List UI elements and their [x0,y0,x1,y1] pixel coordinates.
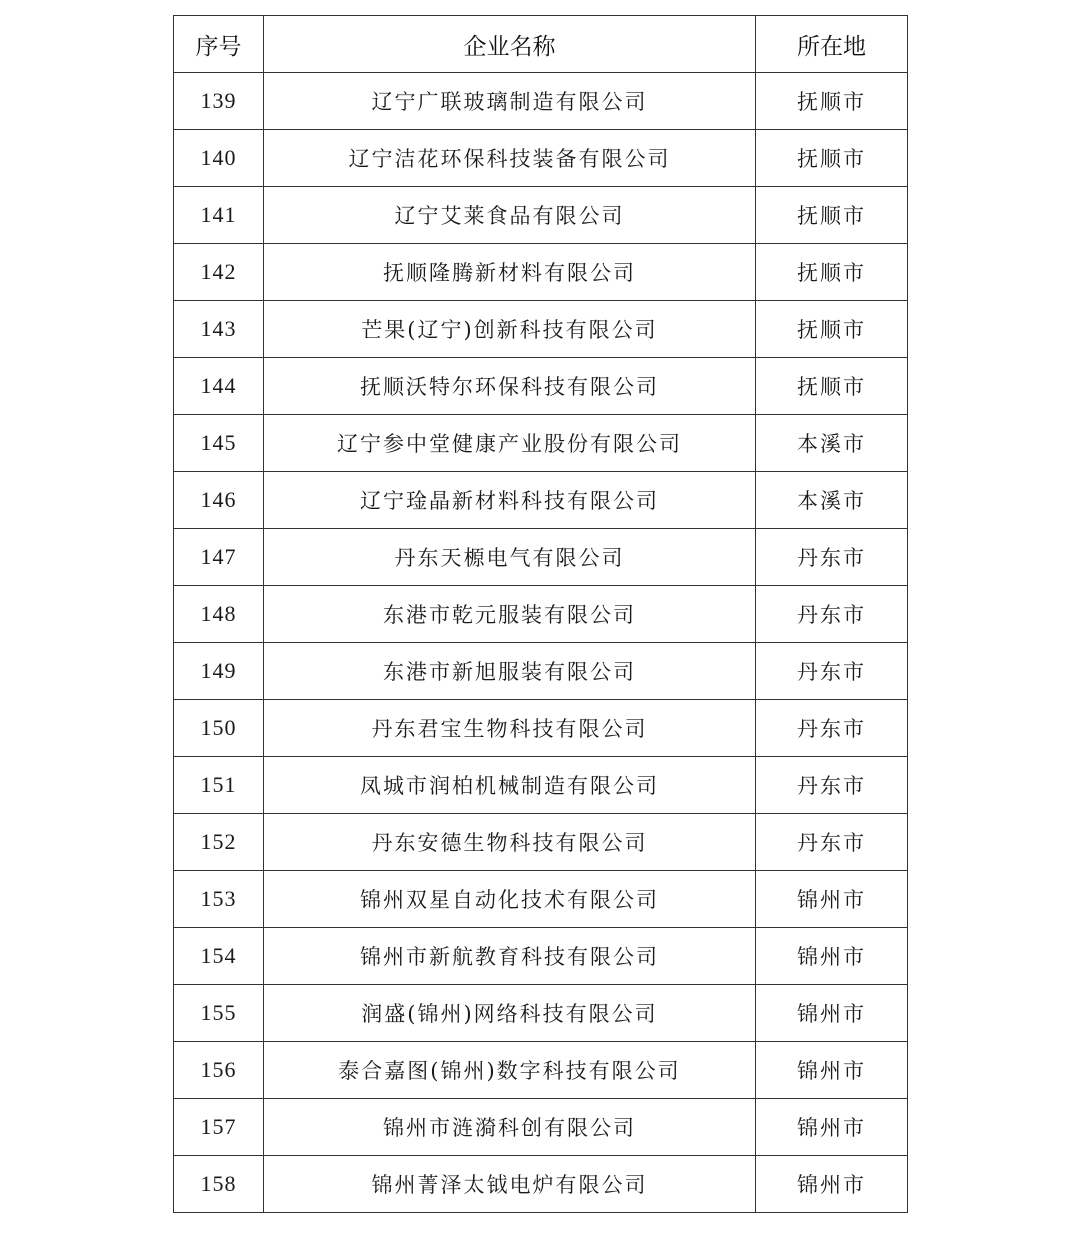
enterprise-location: 锦州市 [756,985,908,1042]
enterprise-location: 丹东市 [756,586,908,643]
table-row [174,985,908,1042]
enterprise-location: 锦州市 [756,871,908,928]
row-number: 142 [174,244,264,301]
table-row [174,814,908,871]
row-number: 150 [174,700,264,757]
table-row [174,757,908,814]
row-number: 151 [174,757,264,814]
row-number: 157 [174,1099,264,1156]
enterprise-location: 锦州市 [756,1099,908,1156]
row-number: 146 [174,472,264,529]
enterprise-name: 辽宁洁花环保科技装备有限公司 [264,130,756,187]
table-row [174,1156,908,1213]
row-number: 152 [174,814,264,871]
enterprise-name: 东港市新旭服装有限公司 [264,643,756,700]
enterprise-name: 润盛(锦州)网络科技有限公司 [264,985,756,1042]
row-number: 143 [174,301,264,358]
table-row [174,244,908,301]
enterprise-location: 丹东市 [756,814,908,871]
table-body [174,73,908,1213]
table-row [174,415,908,472]
enterprise-name: 丹东安德生物科技有限公司 [264,814,756,871]
enterprise-location: 抚顺市 [756,301,908,358]
table-row [174,700,908,757]
enterprise-name: 丹东君宝生物科技有限公司 [264,700,756,757]
row-number: 145 [174,415,264,472]
enterprise-name: 辽宁广联玻璃制造有限公司 [264,73,756,130]
table-row [174,928,908,985]
enterprise-location: 丹东市 [756,757,908,814]
header-no: 序号 [174,16,264,73]
enterprise-location: 锦州市 [756,1156,908,1213]
enterprise-name: 丹东天榞电气有限公司 [264,529,756,586]
table-row [174,643,908,700]
enterprise-location: 抚顺市 [756,244,908,301]
enterprise-name: 锦州菁泽太钺电炉有限公司 [264,1156,756,1213]
enterprise-location: 本溪市 [756,472,908,529]
table-row [174,301,908,358]
row-number: 140 [174,130,264,187]
enterprise-location: 抚顺市 [756,187,908,244]
table-row [174,472,908,529]
enterprise-location: 抚顺市 [756,358,908,415]
enterprise-name: 凤城市润柏机械制造有限公司 [264,757,756,814]
row-number: 141 [174,187,264,244]
row-number: 139 [174,73,264,130]
row-number: 156 [174,1042,264,1099]
enterprise-location: 丹东市 [756,529,908,586]
enterprise-name: 芒果(辽宁)创新科技有限公司 [264,301,756,358]
header-location: 所在地 [756,16,908,73]
table-row [174,1099,908,1156]
enterprise-name: 锦州双星自动化技术有限公司 [264,871,756,928]
enterprise-name: 辽宁艾莱食品有限公司 [264,187,756,244]
enterprise-location: 本溪市 [756,415,908,472]
row-number: 147 [174,529,264,586]
enterprise-location: 丹东市 [756,643,908,700]
enterprise-location: 抚顺市 [756,73,908,130]
enterprise-name: 泰合嘉图(锦州)数字科技有限公司 [264,1042,756,1099]
table-row [174,73,908,130]
enterprise-location: 丹东市 [756,700,908,757]
table-row [174,871,908,928]
row-number: 154 [174,928,264,985]
enterprise-name: 锦州市新航教育科技有限公司 [264,928,756,985]
enterprise-name: 抚顺沃特尔环保科技有限公司 [264,358,756,415]
table-row [174,529,908,586]
row-number: 144 [174,358,264,415]
row-number: 158 [174,1156,264,1213]
table-row [174,1042,908,1099]
table-row [174,358,908,415]
enterprise-table [173,15,908,1213]
enterprise-name: 辽宁琻晶新材料科技有限公司 [264,472,756,529]
row-number: 149 [174,643,264,700]
table-row [174,187,908,244]
table-row [174,586,908,643]
enterprise-location: 抚顺市 [756,130,908,187]
enterprise-name: 抚顺隆腾新材料有限公司 [264,244,756,301]
enterprise-location: 锦州市 [756,928,908,985]
header-name: 企业名称 [264,16,756,73]
enterprise-name: 锦州市涟漪科创有限公司 [264,1099,756,1156]
table-row [174,130,908,187]
row-number: 153 [174,871,264,928]
row-number: 148 [174,586,264,643]
table-header [174,16,908,73]
header-row [174,16,908,73]
enterprise-name: 辽宁参中堂健康产业股份有限公司 [264,415,756,472]
enterprise-table-container [173,15,907,1213]
enterprise-name: 东港市乾元服装有限公司 [264,586,756,643]
enterprise-location: 锦州市 [756,1042,908,1099]
row-number: 155 [174,985,264,1042]
